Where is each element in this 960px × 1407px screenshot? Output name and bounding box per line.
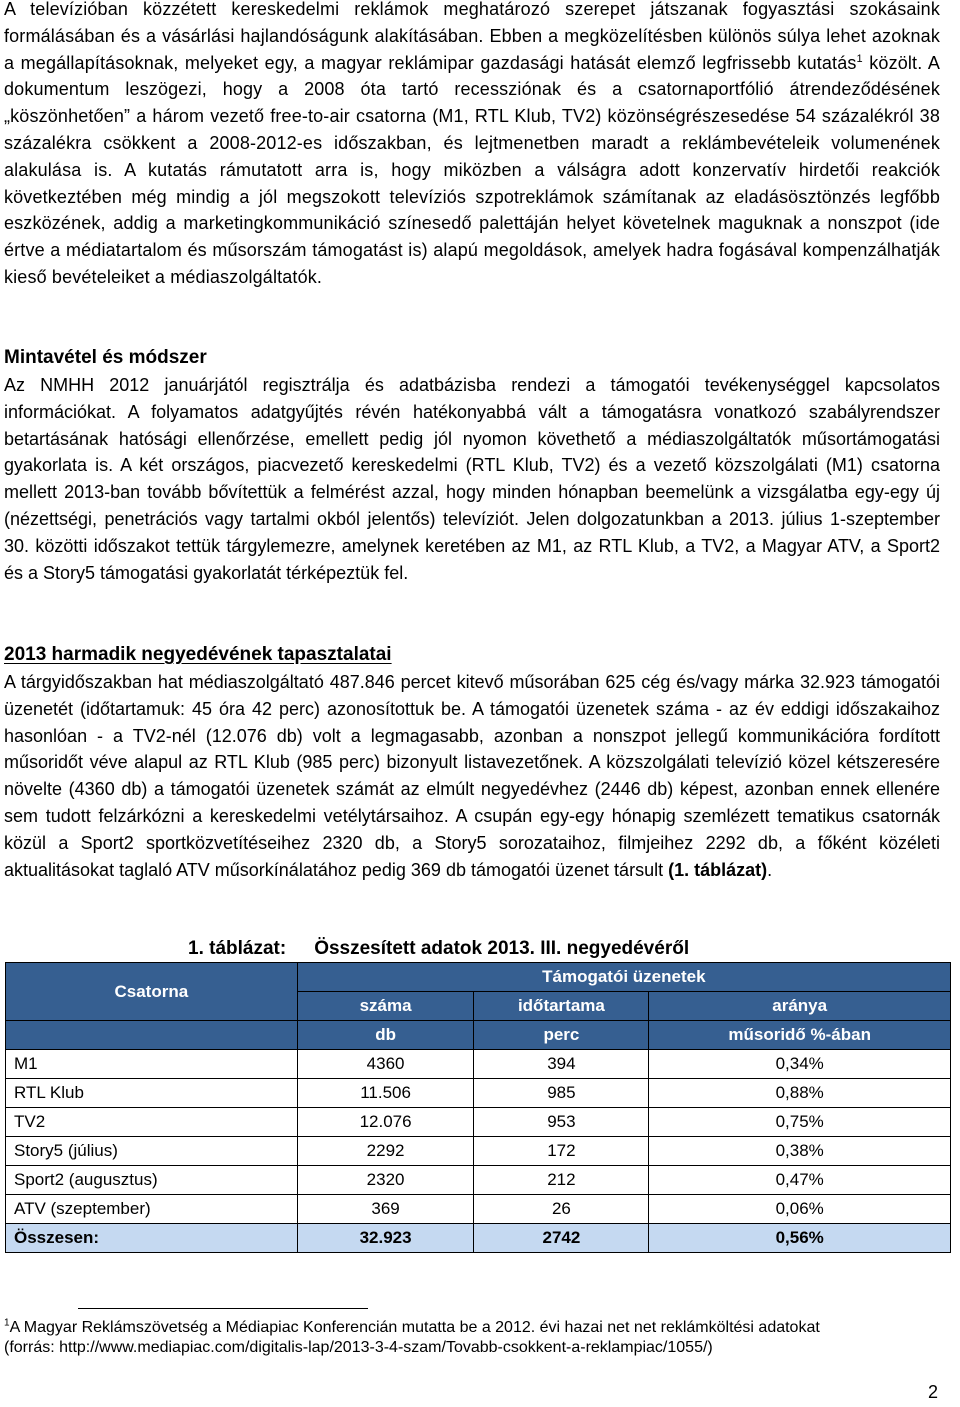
footnote-line-1 (4, 1318, 954, 1338)
cell-count: 2292 (297, 1137, 474, 1166)
column-header-share: aránya (649, 992, 951, 1021)
cell-count: 12.076 (297, 1108, 474, 1137)
cell-channel: M1 (6, 1050, 298, 1079)
summary-table (5, 962, 951, 1253)
group-header-sponsor-messages: Támogatói üzenetek (297, 963, 950, 992)
cell-duration: 172 (474, 1137, 649, 1166)
cell-share: 0,38% (649, 1137, 951, 1166)
total-share: 0,56% (649, 1224, 951, 1253)
table-caption (188, 938, 689, 960)
intro-text-1: A televízióban közzétett kereskedelmi reklámok meghatározó szerepet játszanak fogyasztási szokásaink formálásában és a vásárlási hajlandóságunk alakításában. Ebben a megközelítésben különös súlya lehet azoknak a megállapításoknak, melyeket egy, a magyar reklámipar gazdasági hatását elemző legfrissebb kutatás (4, 0, 940, 73)
section-title-q3-2013: 2013 harmadik negyedévének tapasztalatai (4, 644, 392, 665)
page-number: 2 (927, 1382, 938, 1402)
footnote-divider (78, 1308, 368, 1309)
table-row (6, 1137, 951, 1166)
unit-duration: perc (474, 1021, 649, 1050)
table-caption-title: Összesített adatok 2013. III. negyedévéről (314, 938, 690, 959)
footnote-text: A Magyar Reklámszövetség a Médiapiac Konferencián mutatta be a 2012. évi hazai net net reklámköltési adatokat (9, 1319, 820, 1336)
total-label: Összesen: (6, 1224, 298, 1253)
cell-count: 4360 (297, 1050, 474, 1079)
intro-paragraph (4, 0, 940, 291)
cell-duration: 394 (474, 1050, 649, 1079)
cell-duration: 212 (474, 1166, 649, 1195)
q3-text: A tárgyidőszakban hat médiaszolgáltató 487.846 percet kitevő műsorában 625 cég és/vagy márka 32.923 támogatói üzenetét (időtartamuk: 45 óra 42 perc) azonosítottuk be. A támogatói üzenetek száma - az év eddigi időszakaihoz hasonlóan - a TV2-nél (12.076 db) volt a legmagasabb, azonban a nonszpot jellegű kommunikációra fordított műsoridőt véve alapul az RTL Klub (985 perc) bizonyult listavezetőnek. A közszolgálati televízió közel kétszeresére növelte (4360 db) a támogatói üzenetek számát az elmúlt negyedévhez (2446 db) képest, azonban ennek ellenére sem tudott felzárkózni a kereskedelmi vetélytársaihoz. A csupán egy-egy hónapig szemlézett tematikus csatornák közül a Sport2 sportközvetítéseihez 2320 db, a Story5 sorozataihoz, filmjeihez 2292 db, a főként közéleti aktualitásokat taglaló ATV műsorkínálatához pedig 369 db támogatói üzenet társult (4, 672, 940, 880)
cell-duration: 985 (474, 1079, 649, 1108)
q3-text-end: . (767, 859, 773, 880)
cell-channel: Sport2 (augusztus) (6, 1166, 298, 1195)
table-total-row (6, 1224, 951, 1253)
footnote-source-link[interactable]: (forrás: http://www.mediapiac.com/digitalis-lap/2013-3-4-szam/Tovabb-csokkent-a-reklampiac/1055/) (4, 1339, 713, 1356)
unit-empty-cell (6, 1021, 298, 1050)
cell-share: 0,88% (649, 1079, 951, 1108)
column-header-count: száma (297, 992, 474, 1021)
table-row (6, 1166, 951, 1195)
footnote-reference[interactable]: 1 (856, 52, 863, 65)
table-row (6, 1108, 951, 1137)
q3-paragraph (4, 669, 940, 883)
intro-text-3: A kutatás rámutatott arra is, hogy miközben a válságra adott konzervatív hirdetői reakciók következtében még mindig a jól megszokott televíziós szpotreklámok számítanak az eladásösztönzés legfőbb eszközének, addig a marketingkommunikáció színesedő palettáján helyet követelnek maguknak a nonszpot (ide értve a médiatartalom és műsorszám támogatást is) alapú megoldások, amelyek hadra fogásával kompenzálhatják kieső bevételeiket a médiaszolgáltatók. (4, 159, 940, 287)
unit-share: műsoridő %-ában (649, 1021, 951, 1050)
table-caption-label: 1. táblázat: (188, 938, 287, 959)
cell-channel: Story5 (július) (6, 1137, 298, 1166)
cell-channel: RTL Klub (6, 1079, 298, 1108)
intro-text-2: közölt. A dokumentum leszögezi, hogy a 2008 óta tartó recessziónak és a csatornaportfólió átrendeződésének „köszönhetően” a három vezető free-to-air csatorna (M1, RTL Klub, TV2) közönségrészesedése 54 százalékról 38 százalékra csökkent a 2008-2012-es időszakban, és lejtmenetben maradt a reklámbevételeik volumenének alakulása is. (4, 52, 940, 180)
footnote-mark: 1 (4, 1317, 10, 1329)
cell-share: 0,34% (649, 1050, 951, 1079)
methodology-paragraph: Az NMHH 2012 januárjától regisztrálja és adatbázisba rendezi a támogatói tevékenységgel kapcsolatos információkat. A folyamatos adatgyűjtés révén hatékonyabbá vált a támogatásra vonatkozó szabályrendszer betartásának hatósági ellenőrzése, emellett pedig jól nyomon követhető a médiaszolgáltatók műsortámogatási gyakorlata is. A két országos, piacvezető kereskedelmi (RTL Klub, TV2) és a vezető közszolgálati (M1) csatorna mellett 2013-ban tovább bővítettük a felmérést azzal, hogy minden hónapban beemelünk a vizsgálatba egy-egy új (nézettségi, penetrációs vagy tartalmi okból jelentős) televíziót. Jelen dolgozatunkban a 2013. július 1-szeptember 30. közötti időszakot tettük tárgylemezre, amelynek keretében az M1, az RTL Klub, a TV2, a Magyar ATV, a Sport2 és a Story5 támogatási gyakorlatát térképeztük fel. (4, 375, 940, 583)
total-duration: 2742 (474, 1224, 649, 1253)
column-header-channel: Csatorna (6, 963, 298, 1021)
table-unit-row (6, 1021, 951, 1050)
table-row (6, 1195, 951, 1224)
cell-channel: TV2 (6, 1108, 298, 1137)
table-row (6, 1079, 951, 1108)
cell-duration: 953 (474, 1108, 649, 1137)
section-title-methodology: Mintavétel és módszer (4, 347, 207, 368)
table-row (6, 1050, 951, 1079)
cell-share: 0,75% (649, 1108, 951, 1137)
table-group-header-row (6, 963, 951, 992)
unit-count: db (297, 1021, 474, 1050)
cell-count: 369 (297, 1195, 474, 1224)
cell-count: 11.506 (297, 1079, 474, 1108)
cell-duration: 26 (474, 1195, 649, 1224)
footnote (4, 1318, 954, 1358)
total-count: 32.923 (297, 1224, 474, 1253)
table-reference[interactable]: (1. táblázat) (668, 859, 768, 880)
cell-count: 2320 (297, 1166, 474, 1195)
cell-share: 0,06% (649, 1195, 951, 1224)
column-header-duration: időtartama (474, 992, 649, 1021)
cell-channel: ATV (szeptember) (6, 1195, 298, 1224)
cell-share: 0,47% (649, 1166, 951, 1195)
